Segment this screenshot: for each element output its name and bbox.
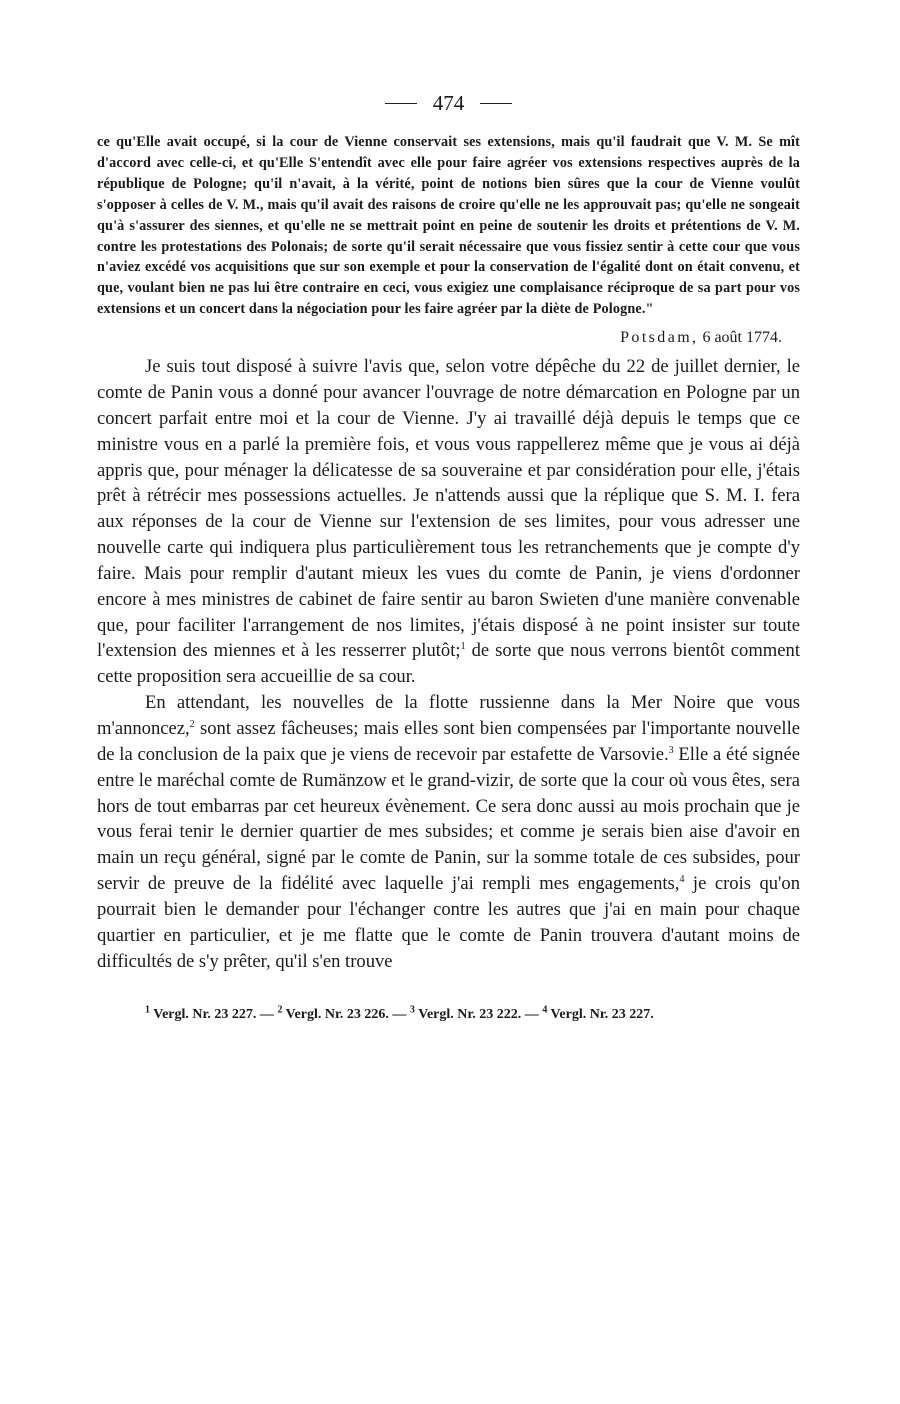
page [97,88,800,1025]
page-header [97,88,800,118]
footnote-marker-3: 3 [409,1004,415,1016]
footnote-marker-2: 2 [277,1004,283,1016]
paragraph-2-text-d: je crois qu'on pourrait bien le demander pour l'échanger contre les autres que j'ai en main pour chaque quartier en particulier, et je me flatte que le comte de Panin trouvera d'autant moins de difficultés de s'y prêter, qu'il s'en trouve [97,873,800,972]
quoted-report [97,132,800,320]
footnote-marker-1: 1 [145,1004,150,1016]
letter-body [97,354,800,974]
footnote-1: Vergl. Nr. 23 227. — [150,1007,278,1023]
footnote-ref-3: 3 [668,744,674,756]
header-rule-right [480,103,512,104]
quoted-report-text: ce qu'Elle avait occupé, si la cour de Vienne conservait ses extensions, mais qu'il faudrait que V. M. Se mît d'accord avec celle-ci, et qu'Elle S'entendît avec elle pour faire agréer vos extensions respectives auprès de la république de Pologne; qu'il n'avait, à la vérité, point de notions bien sûres que la cour de Vienne voulût s'opposer à celles de V. M., mais qu'il avait des raisons de croire qu'elle ne les approuvait pas; qu'elle ne songeait qu'à s'assurer des siennes, et qu'elle ne se mettrait point en peine de soutenir les droits et prétentions de V. M. contre les protestations des Polonais; de sorte qu'il serait nécessaire que vous fissiez sentir à cette cour que vous n'aviez excédé vos acquisitions que sur son exemple et pour la conservation de l'égalité dont on était convenu, et que, voulant bien ne pas lui être contraire en ceci, vous exigiez une complaisance réciproque de sa part pour vos extensions et un concert dans la négociation pour les faire agréer par la diète de Pologne." [97,134,800,318]
paragraph-2-text-b: sont assez fâcheuses; mais elles sont bien compensées par l'importante nouvelle de la conclusion de la paix que je viens de recevoir par estafette de Varsovie. [97,717,800,765]
paragraph-2-text-c: Elle a été signée entre le maréchal comte de Rumänzow et le grand-vizir, de sorte que la cour où vous êtes, sera hors de tout embarras par cet heureux évènement. Ce sera donc aussi au mois prochain que je vous ferai tenir le dernier quartier de mes subsides; et comme je serais bien aise d'avoir en main un reçu général, signé par le comte de Panin, sur la somme totale de ces subsides, pour servir de preuve de la fidélité avec laquelle j'ai rempli mes engagements, [97,743,800,895]
footnotes [97,1004,800,1025]
dateline-date: 6 août 1774. [702,329,782,347]
dateline [97,326,800,350]
paragraph-1-text-a: Je suis tout disposé à suivre l'avis que, selon votre dépêche du 22 de juillet dernier, le comte de Panin vous a donné pour avancer l'ouvrage de notre démarcation en Pologne par un concert parfait entre moi et la cour de Vienne. J'y ai travaillé déjà depuis le temps que ce ministre vous en a parlé la première fois, et vous vous rappellerez même que je vous ai déjà appris que, pour ménager la délicatesse de sa souveraine et par considération pour elle, j'étais prêt à rétrécir mes possessions actuelles. Je n'attends aussi que la réplique que S. M. I. fera aux réponses de la cour de Vienne sur l'extension de ses limites, pour vous adresser une nouvelle carte qui indiquera plus particulièrement tous les retranchements que je compte d'y faire. Mais pour remplir d'autant mieux les vues du comte de Panin, je viens d'ordonner encore à mes ministres de cabinet de faire sentir au baron Swieten d'une manière convenable que, pour faciliter l'arrangement de nos limites, j'étais disposé à ne point insister sur toute l'extension des miennes et à les resserrer plutôt; [97,356,800,662]
paragraph-2-text-a: En attendant, les nouvelles de la flotte russienne dans la Mer Noire que vous m'annoncez, [97,692,800,739]
footnote-ref-1: 1 [460,641,466,653]
footnote-2: Vergl. Nr. 23 226. — [282,1007,410,1023]
footnote-3: Vergl. Nr. 23 222. — [414,1007,543,1023]
page-number: 474 [432,90,465,115]
footnote-4: Vergl. Nr. 23 227. [547,1007,654,1023]
paragraph-1-text-b: de sorte que nous verrons bientôt comment cette proposition sera accueillie de sa cour. [97,640,800,688]
paragraph-1 [97,354,800,690]
header-rule-left [385,103,417,104]
footnote-ref-2: 2 [189,718,195,730]
footnote-marker-4: 4 [542,1004,548,1016]
paragraph-2 [97,690,800,974]
dateline-place: Potsdam, [620,329,699,347]
footnote-ref-4: 4 [679,873,685,885]
